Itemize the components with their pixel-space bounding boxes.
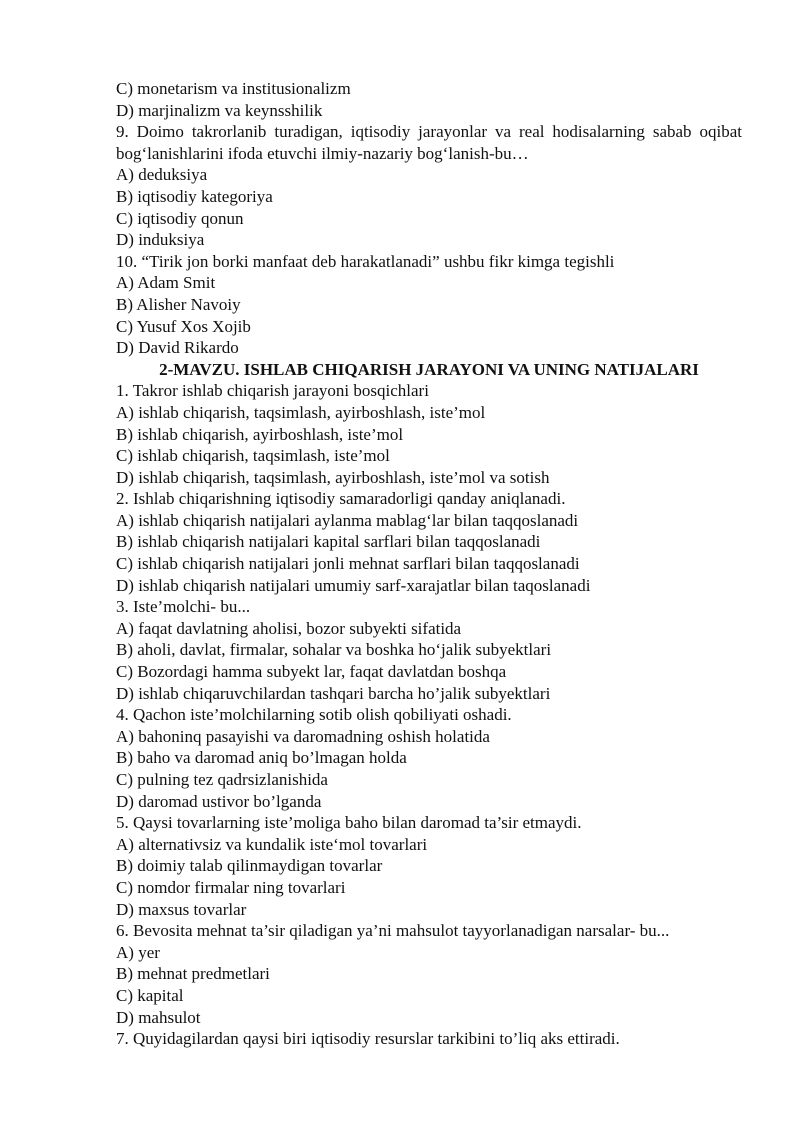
question-9: 9. Doimo takrorlanib turadigan, iqtisodiy jarayonlar va real hodisalarning sabab oqibat bog‘lanishlarini ifoda etuvchi ilmiy-nazariy bog‘lanish-bu…	[116, 122, 742, 163]
answer-option: C) ishlab chiqarish, taqsimlash, iste’mol	[116, 446, 390, 466]
answer-option: D) induksiya	[116, 230, 205, 250]
question-6: 6. Bevosita mehnat ta’sir qiladigan ya’ni mahsulot tayyorlanadigan narsalar- bu...	[116, 921, 670, 941]
answer-option: A) deduksiya	[116, 165, 208, 185]
answer-option: D) marjinalizm va keynsshilik	[116, 100, 323, 120]
answer-option: B) baho va daromad aniq bo’lmagan holda	[116, 748, 407, 768]
answer-option: C) monetarism va institusionalizm	[116, 79, 351, 98]
answer-option: B) doimiy talab qilinmaydigan tovarlar	[116, 856, 383, 876]
question-3: 3. Iste’molchi- bu...	[116, 597, 251, 617]
answer-option: C) Bozordagi hamma subyekt lar, faqat davlatdan boshqa	[116, 662, 507, 682]
answer-option: B) mehnat predmetlari	[116, 964, 270, 984]
answer-option: A) ishlab chiqarish natijalari aylanma mablag‘lar bilan taqqoslanadi	[116, 510, 579, 530]
question-4: 4. Qachon iste’molchilarning sotib olish qobiliyati oshadi.	[116, 705, 512, 725]
question-10: 10. “Tirik jon borki manfaat deb harakatlanadi” ushbu fikr kimga tegishli	[116, 251, 615, 271]
question-7: 7. Quyidagilardan qaysi biri iqtisodiy resurslar tarkibini to’liq aks ettiradi.	[116, 1029, 620, 1049]
answer-option: C) pulning tez qadrsizlanishida	[116, 770, 328, 789]
answer-option: D) maxsus tovarlar	[116, 899, 247, 919]
answer-option: D) ishlab chiqarish, taqsimlash, ayirboshlash, iste’mol va sotish	[116, 467, 550, 487]
answer-option: C) Yusuf Xos Xojib	[116, 316, 251, 336]
answer-option: A) yer	[116, 942, 160, 962]
answer-option: D) mahsulot	[116, 1007, 201, 1027]
answer-option: B) Alisher Navoiy	[116, 294, 241, 314]
question-1: 1. Takror ishlab chiqarish jarayoni bosqichlari	[116, 381, 429, 401]
document-page	[116, 78, 742, 1050]
question-5: 5. Qaysi tovarlarning iste’moliga baho bilan daromad ta’sir etmaydi.	[116, 813, 582, 833]
answer-option: A) Adam Smit	[116, 273, 216, 293]
answer-option: B) ishlab chiqarish, ayirboshlash, iste’mol	[116, 424, 404, 444]
answer-option: A) bahoninq pasayishi va daromadning oshish holatida	[116, 726, 490, 746]
answer-option: A) faqat davlatning aholisi, bozor subyekti sifatida	[116, 618, 462, 638]
answer-option: A) ishlab chiqarish, taqsimlash, ayirboshlash, iste’mol	[116, 402, 486, 422]
section-heading: 2-MAVZU. ISHLAB CHIQARISH JARAYONI VA UNING NATIJALARI	[159, 359, 699, 379]
answer-option: C) kapital	[116, 985, 184, 1005]
answer-option: A) alternativsiz va kundalik iste‘mol tovarlari	[116, 834, 428, 854]
answer-option: C) iqtisodiy qonun	[116, 208, 244, 228]
answer-option: C) nomdor firmalar ning tovarlari	[116, 877, 346, 897]
answer-option: D) ishlab chiqaruvchilardan tashqari barcha ho’jalik subyektlari	[116, 683, 551, 703]
answer-option: D) David Rikardo	[116, 338, 239, 358]
question-2: 2. Ishlab chiqarishning iqtisodiy samaradorligi qanday aniqlanadi.	[116, 489, 566, 509]
answer-option: C) ishlab chiqarish natijalari jonli mehnat sarflari bilan taqqoslanadi	[116, 554, 580, 574]
answer-option: B) iqtisodiy kategoriya	[116, 186, 273, 206]
answer-option: D) ishlab chiqarish natijalari umumiy sarf-xarajatlar bilan taqoslanadi	[116, 575, 591, 595]
answer-option: D) daromad ustivor bo’lganda	[116, 791, 322, 811]
answer-option: B) aholi, davlat, firmalar, sohalar va boshka ho‘jalik subyektlari	[116, 640, 552, 660]
answer-option: B) ishlab chiqarish natijalari kapital sarflari bilan taqqoslanadi	[116, 532, 541, 552]
